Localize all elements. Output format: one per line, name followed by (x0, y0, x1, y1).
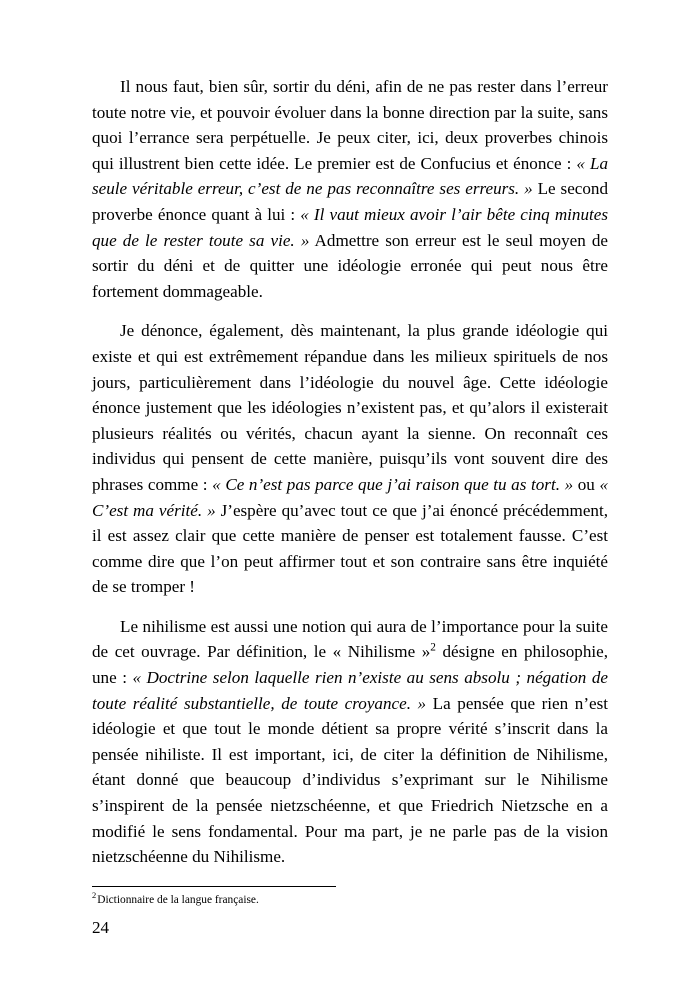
text-run: ou (573, 474, 600, 494)
italic-quotation: « Doctrine selon laquelle rien n’existe au sens absolu ; négation de toute réalité substantielle, de toute croyance. » (92, 668, 608, 713)
text-run: Le nihilisme est aussi une notion qui aura de l’importance pour la suite de cet ouvrage. Par définition, le « Nihilisme » (92, 616, 608, 662)
footnote-reference: 2 (430, 641, 436, 654)
footnote-entry (92, 890, 608, 907)
paragraph-deni (92, 74, 608, 304)
text-run: La pensée que rien n’est idéologie et que tout le monde détient sa propre vérité s’inscrit dans la pensée nihiliste. Il est important, ici, de citer la définition de Nihilisme, étant donné que beaucoup d’individus s’exprimant sur le Nihilisme s’inspirent de la pensée nietzschéenne, et que Friedrich Nietzsche en a modifié le sens fondamental. Pour ma part, je ne parle pas de la vision nietzschéenne du Nihilisme. (92, 693, 609, 867)
footnote-separator-rule (92, 886, 336, 887)
body-text-column (92, 74, 608, 870)
footnote-marker: 2 (92, 890, 97, 901)
footnote-text: Dictionnaire de la langue française. (97, 894, 259, 906)
paragraph-nihilisme (92, 614, 608, 870)
text-run: Le second proverbe énonce quant à lui : (92, 179, 609, 224)
text-run: Admettre son erreur est le seul moyen de sortir du déni et de quitter une idéologie erronée qui peut nous être fortement dommageable. (92, 230, 609, 301)
footnote-block (92, 886, 608, 907)
text-run: Je dénonce, également, dès maintenant, la plus grande idéologie qui existe et qui est extrêmement répandue dans les milieux spirituels de nos jours, particulièrement dans l’idéologie du nouvel âge. Cette idéologie énonce justement que les idéologies n’existent pas, et qu’alors il existerait plusieurs réalités ou vérités, chacun ayant la sienne. On reconnaît ces individus qui pensent de cette manière, puisqu’ils vont souvent dire des phrases comme : (92, 321, 608, 494)
text-run: Il nous faut, bien sûr, sortir du déni, afin de ne pas rester dans l’erreur toute notre vie, et pouvoir évoluer dans la bonne direction par la suite, sans quoi l’errance sera perpétuelle. Je peux citer, ici, deux proverbes chinois qui illustrent bien cette idée. Le premier est de Confucius et énonce : (92, 77, 608, 173)
text-run: J’espère qu’avec tout ce que j’ai énoncé précédemment, il est assez clair que cette manière de penser est totalement fausse. C’est comme dire que l’on peut affirmer tout et son contraire sans être inquiété de se tromper ! (92, 500, 608, 597)
paragraph-ideologie (92, 318, 608, 600)
italic-quotation: « Ce n’est pas parce que j’ai raison que tu as tort. » (212, 474, 574, 494)
italic-quotation: « C’est ma vérité. » (92, 474, 608, 520)
italic-quotation: « La seule véritable erreur, c’est de ne pas reconnaître ses erreurs. » (92, 153, 608, 199)
text-run: désigne en philosophie, une : (92, 642, 609, 688)
italic-quotation: « Il vaut mieux avoir l’air bête cinq minutes que de le rester toute sa vie. » (92, 204, 609, 250)
page-number: 24 (92, 918, 110, 937)
